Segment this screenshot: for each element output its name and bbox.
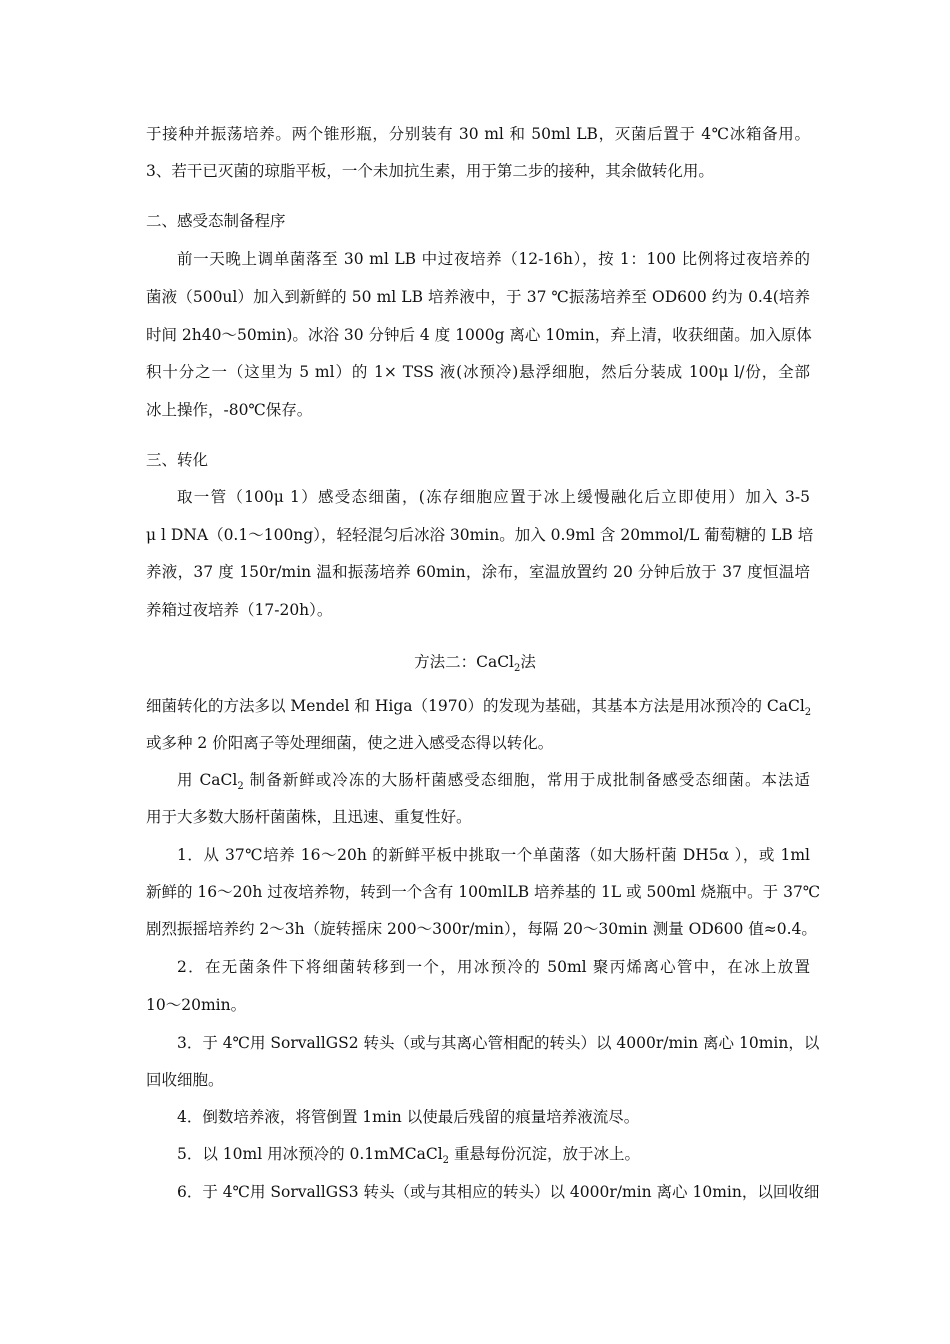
list-item: 3、若干已灭菌的琼脂平板，一个未加抗生素，用于第二步的接种，其余做转化用。 xyxy=(146,162,714,180)
section-heading: 三、转化 xyxy=(146,451,209,469)
paragraph-line: 冰上操作，-80℃保存。 xyxy=(146,401,313,419)
list-item: 3．于 4℃用 SorvallGS2 转头（或与其离心管相配的转头）以 4000r/min 离心 10min，以 xyxy=(177,1034,820,1052)
list-item: 1．从 37℃培养 16～20h 的新鲜平板中挑取一个单菌落（如大肠杆菌 DH5α ），或 1ml xyxy=(177,846,810,864)
section-heading: 二、感受态制备程序 xyxy=(146,212,286,230)
paragraph-line: 剧烈振摇培养约 2～3h（旋转摇床 200～300r/min），每隔 20～30min 测量 OD600 值≈0.4。 xyxy=(146,920,817,938)
paragraph-line: 取一管（100μ 1）感受态细菌，(冻存细胞应置于冰上缓慢融化后立即使用）加入 3-5 xyxy=(177,488,810,506)
paragraph-line: 养液，37 度 150r/min 温和振荡培养 60min，涂布，室温放置约 20 分钟后放于 37 度恒温培 xyxy=(146,563,810,581)
paragraph-line: 或多种 2 价阳离子等处理细菌，使之进入感受态得以转化。 xyxy=(146,734,554,752)
list-item: 2．在无菌条件下将细菌转移到一个，用冰预冷的 50ml 聚丙烯离心管中，在冰上放置 xyxy=(177,958,810,976)
paragraph-line: 积十分之一（这里为 5 ml）的 1× TSS 液(冰预冷)悬浮细胞，然后分装成 100μ l/份，全部 xyxy=(146,363,810,381)
paragraph-line: 用 CaCl$_2$ 制备新鲜或冷冻的大肠杆菌感受态细胞，常用于成批制备感受态细菌。本法适 xyxy=(177,771,810,792)
paragraph-line: 10～20min。 xyxy=(146,996,247,1014)
paragraph-line: 新鲜的 16～20h 过夜培养物，转到一个含有 100mlLB 培养基的 1L 或 500ml 烧瓶中。于 37℃ xyxy=(146,883,821,901)
paragraph-line: 于接种并振荡培养。两个锥形瓶，分别装有 30 ml 和 50ml LB，灭菌后置于 4℃冰箱备用。 xyxy=(146,125,810,143)
paragraph-line: 细菌转化的方法多以 Mendel 和 Higa（1970）的发现为基础，其基本方法是用冰预冷的 CaCl$_2$ xyxy=(146,697,812,718)
paragraph-line: 前一天晚上调单菌落至 30 ml LB 中过夜培养（12-16h），按 1：100 比例将过夜培养的 xyxy=(177,250,810,268)
list-item: 6．于 4℃用 SorvallGS3 转头（或与其相应的转头）以 4000r/min 离心 10min，以回收细 xyxy=(177,1183,820,1201)
list-item: 4．倒数培养液，将管倒置 1min 以使最后残留的痕量培养液流尽。 xyxy=(177,1108,640,1126)
paragraph-line: 菌液（500ul）加入到新鲜的 50 ml LB 培养液中，于 37 ℃振荡培养至 OD600 约为 0.4(培养 xyxy=(146,288,810,306)
paragraph-line: 回收细胞。 xyxy=(146,1071,224,1089)
list-item: 5．以 10ml 用冰预冷的 0.1mMCaCl$_2$ 重悬每份沉淀，放于冰上。 xyxy=(177,1145,640,1166)
paragraph-line: 用于大多数大肠杆菌菌株，且迅速、重复性好。 xyxy=(146,808,472,826)
method-title: 方法二：CaCl$_2$法 xyxy=(414,653,536,674)
paragraph-line: 养箱过夜培养（17-20h）。 xyxy=(146,601,333,619)
paragraph-line: μ l DNA（0.1～100ng），轻轻混匀后冰浴 30min。加入 0.9ml 含 20mmol/L 葡萄糖的 LB 培 xyxy=(146,526,814,544)
paragraph-line: 时间 2h40～50min)。冰浴 30 分钟后 4 度 1000g 离心 10min，弃上清，收获细菌。加入原体 xyxy=(146,326,812,344)
